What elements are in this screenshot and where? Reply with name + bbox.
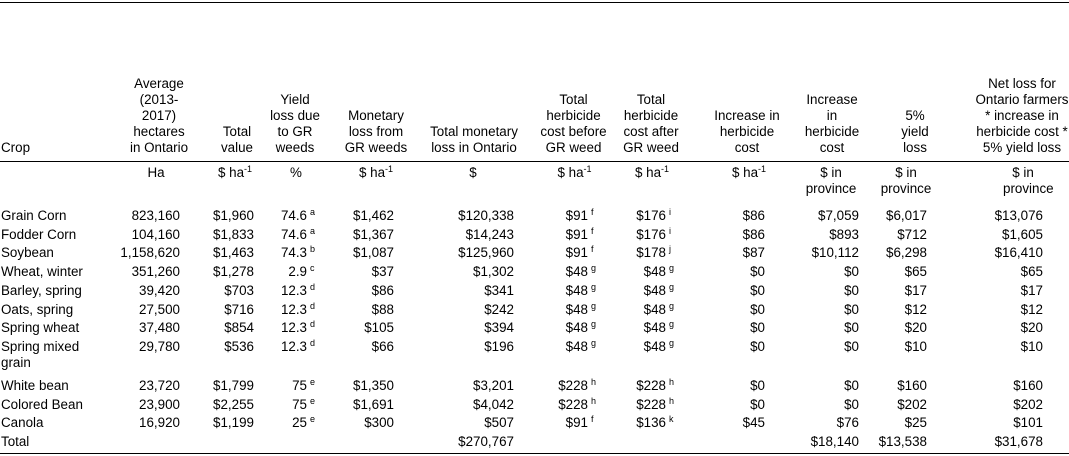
cell-monetary-loss: $105	[364, 320, 394, 336]
unit-hectares: Ha	[147, 165, 165, 180]
unit-total-value: $ $ha^{-1}$	[217, 164, 253, 180]
cell-yield-loss	[262, 226, 324, 245]
table-row	[0, 319, 1069, 338]
cell-herbicide-after-footnote: k	[669, 414, 674, 425]
cell-herbicide-before	[524, 377, 611, 396]
cell-herbicide-after-footnote: g	[669, 281, 675, 292]
cell-monetary-loss: $66	[371, 338, 394, 354]
cell-increase-herbicide-province: $0	[844, 301, 859, 317]
cell-herbicide-before-value: $48	[565, 301, 588, 317]
cell-crop: Fodder Corn	[1, 226, 77, 242]
cell-yield-loss-value: 74.6	[280, 208, 307, 223]
cell-hectares: 823,160	[131, 208, 180, 223]
cell-herbicide-before-value: $228	[558, 396, 588, 412]
cell-monetary-loss: $37	[371, 264, 394, 280]
cell-herbicide-after	[611, 377, 693, 396]
cell-herbicide-before	[524, 414, 611, 433]
cell-total-monetary-loss: $14,243	[465, 226, 514, 242]
cell-herbicide-after	[611, 207, 693, 226]
cell-yield-loss-footnote: a	[310, 225, 316, 236]
cell-increase-herbicide: $0	[750, 396, 765, 412]
cell-herbicide-before-value: $48	[565, 338, 588, 354]
cell-herbicide-after-footnote: g	[669, 337, 675, 348]
unit-increase-herbicide: $ $ha^{-1}$	[731, 164, 767, 180]
total-empty	[693, 433, 791, 452]
cell-herbicide-after-value: $228	[636, 396, 666, 412]
cell-total-monetary-loss: $196	[484, 338, 514, 354]
cell-monetary-loss: $1,350	[353, 377, 394, 393]
cell-yield-loss-footnote: b	[310, 244, 316, 255]
total-net-loss: $31,678	[994, 434, 1043, 450]
cell-net-loss: $16,410	[994, 245, 1043, 261]
cell-total-value: $1,960	[213, 208, 254, 223]
cell-increase-herbicide: $45	[742, 415, 765, 431]
cell-yield-loss-5: $12	[904, 301, 927, 317]
cell-herbicide-after-footnote: i	[669, 207, 671, 217]
total-empty	[262, 433, 324, 452]
cell-increase-herbicide-province: $76	[836, 415, 859, 431]
col-header-total-value: Total value	[220, 124, 253, 155]
cell-hectares: 351,260	[131, 264, 180, 280]
cell-increase-herbicide-province: $893	[829, 226, 859, 242]
cell-herbicide-before-footnote: f	[591, 244, 594, 255]
total-yield-loss-5: $13,538	[878, 434, 927, 450]
cell-herbicide-before	[524, 263, 611, 282]
cell-net-loss: $1,605	[1002, 226, 1043, 242]
cell-herbicide-after	[611, 338, 693, 377]
cell-herbicide-after-value: $48	[643, 301, 666, 317]
cell-herbicide-after-footnote: i	[669, 225, 671, 236]
cell-monetary-loss: $300	[364, 415, 394, 431]
cell-herbicide-after-footnote: h	[669, 395, 675, 406]
table-body	[0, 207, 1069, 452]
col-header-avg-hectares: Average (2013-2017) hectares in Ontario	[129, 76, 189, 155]
cell-herbicide-after-value: $176	[636, 208, 666, 223]
cell-herbicide-after-value: $176	[636, 226, 666, 242]
cell-hectares: 39,420	[139, 282, 180, 298]
cell-total-monetary-loss: $125,960	[458, 245, 514, 261]
cell-total-monetary-loss: $394	[484, 320, 514, 336]
cell-herbicide-before	[524, 282, 611, 301]
cell-yield-loss-value: 12.3	[280, 282, 307, 298]
total-empty	[524, 433, 611, 452]
cell-herbicide-before-value: $91	[565, 245, 588, 261]
cell-yield-loss-footnote: d	[310, 337, 316, 348]
cell-hectares: 104,160	[131, 226, 180, 242]
unit-herbicide-after: $ $ha^{-1}$	[634, 164, 670, 180]
total-empty	[190, 433, 262, 452]
cell-total-value: $536	[224, 338, 254, 354]
cell-increase-herbicide-province: $0	[844, 338, 859, 354]
cell-increase-herbicide: $0	[750, 282, 765, 298]
col-header-total-monetary-loss: Total monetary loss in Ontario	[430, 124, 518, 155]
cell-crop: Canola	[1, 415, 44, 431]
cell-total-value: $1,833	[213, 226, 254, 242]
cell-increase-herbicide: $0	[750, 301, 765, 317]
cell-crop: Oats, spring	[1, 301, 74, 317]
cell-herbicide-after	[611, 263, 693, 282]
cell-herbicide-before	[524, 207, 611, 226]
unit-increase-herbicide-province: $ in province	[805, 165, 857, 196]
cell-crop: Wheat, winter	[1, 264, 83, 280]
cell-yield-loss	[262, 282, 324, 301]
cell-herbicide-before-footnote: g	[591, 263, 597, 274]
cell-herbicide-after-footnote: g	[669, 300, 675, 311]
cell-yield-loss-5: $160	[897, 377, 927, 393]
table-row	[0, 207, 1069, 226]
cell-total-monetary-loss: $341	[484, 282, 514, 298]
cell-yield-loss-value: 12.3	[280, 301, 307, 317]
cell-crop: Spring mixed grain	[1, 338, 80, 370]
total-row	[0, 433, 1069, 452]
cell-increase-herbicide-province: $7,059	[818, 208, 859, 223]
table-row	[0, 301, 1069, 320]
cell-yield-loss	[262, 244, 324, 263]
cell-herbicide-after-value: $228	[636, 377, 666, 393]
cell-herbicide-before-value: $91	[565, 415, 588, 431]
cell-crop: Grain Corn	[1, 208, 67, 223]
col-header-crop: Crop	[1, 140, 31, 155]
cell-yield-loss-5: $65	[904, 264, 927, 280]
cell-herbicide-before-value: $91	[565, 226, 588, 242]
cell-yield-loss-footnote: e	[310, 376, 316, 387]
cell-herbicide-before-value: $48	[565, 264, 588, 280]
cell-total-value: $703	[224, 282, 254, 298]
cell-total-value: $716	[224, 301, 254, 317]
cell-yield-loss-value: 74.3	[280, 245, 307, 261]
cell-crop: Barley, spring	[1, 282, 82, 298]
cell-crop: Colored Bean	[1, 396, 83, 412]
cell-net-loss: $202	[1013, 396, 1043, 412]
cell-yield-loss-5: $20	[904, 320, 927, 336]
cell-yield-loss	[262, 319, 324, 338]
cell-herbicide-before-footnote: h	[591, 395, 597, 406]
col-header-herbicide-before: Total herbicide cost before GR weed	[540, 92, 607, 155]
bottom-rule	[0, 453, 1069, 454]
cell-net-loss: $101	[1013, 415, 1043, 431]
cell-herbicide-before-footnote: h	[591, 376, 597, 387]
cell-increase-herbicide: $0	[750, 320, 765, 336]
cell-increase-herbicide: $0	[750, 264, 765, 280]
cell-increase-herbicide: $86	[742, 226, 765, 242]
cell-yield-loss-value: 12.3	[280, 320, 307, 336]
total-label: Total	[1, 434, 30, 450]
cell-hectares: 29,780	[139, 338, 180, 354]
total-empty	[324, 433, 416, 452]
cell-total-value: $854	[224, 320, 254, 336]
total-empty	[611, 433, 693, 452]
cell-hectares: 16,920	[139, 415, 180, 431]
cell-yield-loss-footnote: e	[310, 395, 316, 406]
cell-yield-loss-5: $25	[904, 415, 927, 431]
cell-herbicide-before	[524, 244, 611, 263]
table-row	[0, 226, 1069, 245]
cell-crop: Soybean	[1, 245, 54, 261]
cell-herbicide-before	[524, 319, 611, 338]
col-header-monetary-loss: Monetary loss from GR weeds	[344, 108, 408, 155]
cell-total-monetary-loss: $1,302	[473, 264, 514, 280]
cell-total-monetary-loss: $4,042	[473, 396, 514, 412]
cell-herbicide-after	[611, 396, 693, 415]
cell-net-loss: $10	[1020, 338, 1043, 354]
cell-yield-loss-5: $10	[904, 338, 927, 354]
cell-herbicide-after-value: $178	[636, 245, 666, 261]
cell-total-monetary-loss: $3,201	[473, 377, 514, 393]
cell-total-monetary-loss: $120,338	[458, 208, 514, 223]
cell-yield-loss-footnote: d	[310, 300, 316, 311]
cell-total-value: $1,278	[213, 264, 254, 280]
cell-hectares: 23,900	[139, 396, 180, 412]
cell-yield-loss-5: $17	[904, 282, 927, 298]
cell-yield-loss-footnote: a	[310, 207, 316, 217]
cell-increase-herbicide-province: $0	[844, 320, 859, 336]
col-header-increase-herbicide-province: Increase in herbicide cost	[804, 92, 860, 155]
cell-herbicide-after	[611, 414, 693, 433]
cell-herbicide-before-value: $48	[565, 282, 588, 298]
cell-herbicide-before-footnote: f	[591, 207, 594, 217]
cell-herbicide-after-value: $48	[643, 338, 666, 354]
cell-net-loss: $12	[1020, 301, 1043, 317]
cell-herbicide-after	[611, 226, 693, 245]
cell-increase-herbicide: $87	[742, 245, 765, 261]
cell-monetary-loss: $86	[371, 282, 394, 298]
cell-herbicide-before-footnote: f	[591, 414, 594, 425]
cell-total-monetary-loss: $507	[484, 415, 514, 431]
cell-herbicide-before-footnote: f	[591, 225, 594, 236]
cell-herbicide-after-value: $48	[643, 282, 666, 298]
cell-herbicide-after-footnote: g	[669, 263, 675, 274]
col-header-herbicide-after: Total herbicide cost after GR weed	[623, 92, 679, 155]
cell-increase-herbicide: $0	[750, 338, 765, 354]
cell-yield-loss-footnote: e	[310, 414, 316, 425]
cell-yield-loss-5: $202	[897, 396, 927, 412]
cell-herbicide-after	[611, 301, 693, 320]
cell-herbicide-after-value: $48	[643, 320, 666, 336]
cell-yield-loss-footnote: c	[310, 263, 315, 274]
cell-yield-loss-value: 75	[292, 377, 307, 393]
cell-yield-loss-footnote: d	[310, 319, 316, 330]
header-row	[0, 0, 1069, 159]
cell-increase-herbicide-province: $0	[844, 377, 859, 393]
cell-total-value: $1,463	[213, 245, 254, 261]
cell-total-monetary-loss: $242	[484, 301, 514, 317]
unit-yield-loss: %	[290, 165, 302, 180]
cell-yield-loss	[262, 263, 324, 282]
cell-net-loss: $20	[1020, 320, 1043, 336]
cell-herbicide-before	[524, 338, 611, 377]
total-increase-herbicide-province: $18,140	[810, 434, 859, 450]
table-row	[0, 338, 1069, 377]
cell-yield-loss-footnote: d	[310, 281, 316, 292]
cell-crop: Spring wheat	[1, 320, 80, 336]
unit-total-monetary-loss: $	[469, 165, 477, 180]
unit-herbicide-before: $ $ha^{-1}$	[557, 164, 592, 180]
cell-net-loss: $160	[1013, 377, 1043, 393]
unit-monetary-loss: $ $ha^{-1}$	[358, 164, 394, 180]
cell-increase-herbicide-province: $0	[844, 264, 859, 280]
col-header-yield-loss: Yield loss due to GR weeds	[270, 92, 320, 155]
total-empty	[100, 433, 190, 452]
table-row	[0, 244, 1069, 263]
cell-herbicide-after-footnote: j	[669, 244, 671, 255]
cell-herbicide-before-footnote: g	[591, 319, 597, 330]
table-row	[0, 263, 1069, 282]
table-row	[0, 396, 1069, 415]
cell-total-value: $1,199	[213, 415, 254, 431]
cell-net-loss: $65	[1020, 264, 1043, 280]
cell-increase-herbicide-province: $0	[844, 282, 859, 298]
cell-hectares: 1,158,620	[120, 245, 180, 261]
cell-herbicide-after-footnote: h	[669, 376, 675, 387]
unit-net-loss: $ in province	[1003, 165, 1054, 196]
cell-herbicide-after	[611, 282, 693, 301]
cell-yield-loss-value: 25	[292, 415, 307, 431]
cell-net-loss: $17	[1020, 282, 1043, 298]
cell-total-value: $1,799	[213, 377, 254, 393]
cell-yield-loss	[262, 414, 324, 433]
cell-increase-herbicide: $86	[742, 208, 765, 223]
cell-yield-loss	[262, 377, 324, 396]
table-row	[0, 414, 1069, 433]
col-header-yield-loss-5: 5% yield loss	[901, 108, 929, 155]
col-header-increase-herbicide: Increase in herbicide cost	[714, 108, 780, 155]
cell-herbicide-before	[524, 301, 611, 320]
total-monetary-loss: $270,767	[458, 434, 514, 450]
cell-yield-loss-5: $6,017	[886, 208, 927, 223]
table-row	[0, 282, 1069, 301]
cell-yield-loss-value: 75	[292, 396, 307, 412]
cell-yield-loss-value: 12.3	[280, 338, 307, 354]
cell-increase-herbicide-province: $10,112	[811, 245, 859, 261]
cell-net-loss: $13,076	[994, 208, 1043, 223]
cell-yield-loss-5: $712	[897, 226, 927, 242]
cell-crop: White bean	[1, 377, 69, 393]
cell-increase-herbicide: $0	[750, 377, 765, 393]
units-row	[0, 159, 1069, 207]
cell-yield-loss	[262, 301, 324, 320]
cell-hectares: 37,480	[139, 320, 180, 336]
table-row	[0, 377, 1069, 396]
cell-monetary-loss: $1,691	[353, 396, 394, 412]
cell-hectares: 23,720	[139, 377, 180, 393]
cell-yield-loss-5: $6,298	[886, 245, 927, 261]
unit-yield-loss-5: $ in province	[880, 165, 932, 196]
cell-hectares: 27,500	[139, 301, 180, 317]
cell-monetary-loss: $1,367	[353, 226, 394, 242]
cell-herbicide-before-value: $91	[565, 208, 588, 223]
cell-total-value: $2,255	[213, 396, 254, 412]
cell-monetary-loss: $88	[371, 301, 394, 317]
cell-herbicide-before-value: $228	[558, 377, 588, 393]
cell-yield-loss-value: 2.9	[288, 264, 307, 280]
cell-herbicide-after	[611, 244, 693, 263]
cell-herbicide-before-footnote: g	[591, 300, 597, 311]
cell-herbicide-after-value: $136	[636, 415, 666, 431]
cell-herbicide-before	[524, 396, 611, 415]
cell-monetary-loss: $1,087	[353, 245, 394, 261]
cell-herbicide-before	[524, 226, 611, 245]
cell-yield-loss	[262, 338, 324, 377]
cell-monetary-loss: $1,462	[353, 208, 394, 223]
cell-herbicide-after-value: $48	[643, 264, 666, 280]
cell-herbicide-before-value: $48	[565, 320, 588, 336]
cell-herbicide-after	[611, 319, 693, 338]
col-header-net-loss: Net loss for Ontario farmers * increase in herbicide cost * 5% yield loss	[975, 76, 1069, 155]
cell-increase-herbicide-province: $0	[844, 396, 859, 412]
cell-herbicide-after-footnote: g	[669, 319, 675, 330]
cell-herbicide-before-footnote: g	[591, 281, 597, 292]
cell-herbicide-before-footnote: g	[591, 337, 597, 348]
cell-yield-loss	[262, 396, 324, 415]
cell-yield-loss	[262, 207, 324, 226]
cell-yield-loss-value: 74.6	[280, 226, 307, 242]
